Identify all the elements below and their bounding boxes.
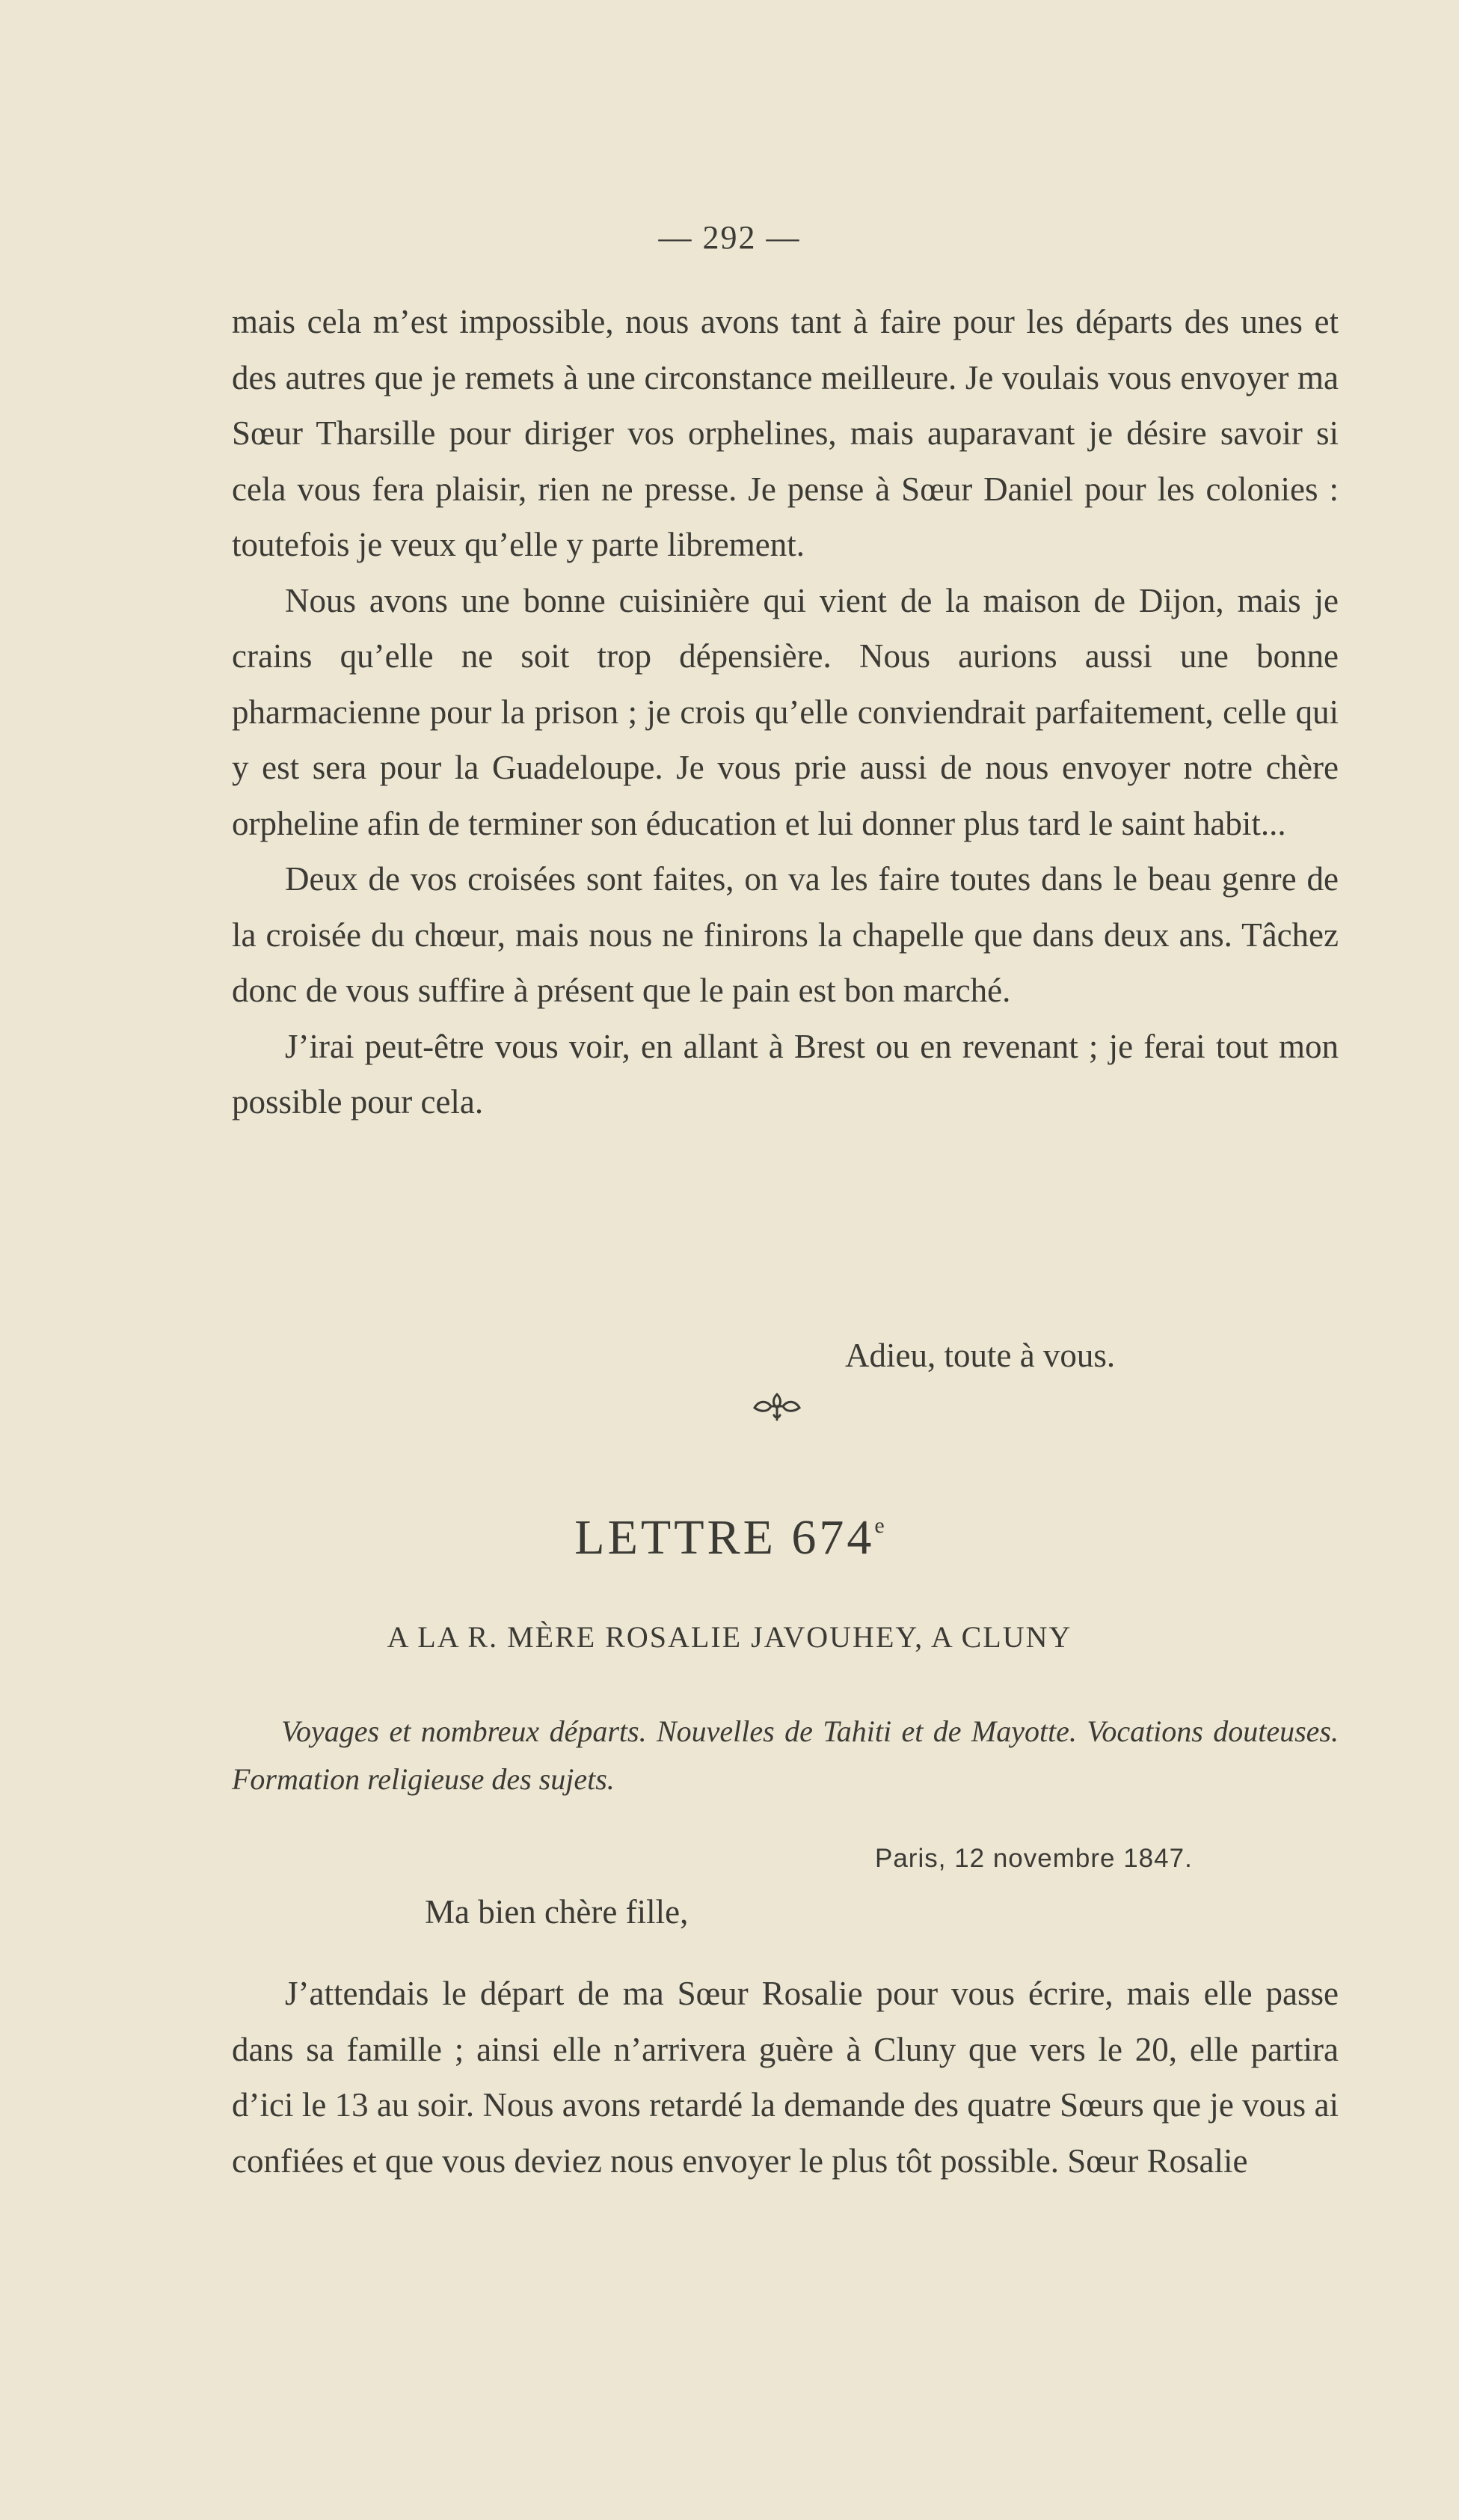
letter-signoff: Adieu, toute à vous. (845, 1337, 1116, 1374)
page-number: — 292 — (658, 219, 801, 256)
paragraph: Deux de vos croisées sont faites, on va les faire toutes dans le beau genre de la croisée du chœur, mais nous ne finirons la chapelle que dans deux ans. Tâchez donc de vous suffire à présent que le pain est bon marché. (232, 860, 1339, 1009)
paragraph: Nous avons une bonne cuisinière qui vient de la maison de Dijon, mais je crains qu’elle ne soit trop dépensière. Nous aurions aussi une bonne pharmacienne pour la prison ; je crois qu’elle conviendrait parfaitement, celle qui y est sera pour la Guadeloupe. Je vous prie aussi de nous envoyer notre chère orpheline afin de terminer son éducation et lui donner plus tard le saint habit... (232, 581, 1339, 842)
letter-dateline: Paris, 12 novembre 1847. (875, 1844, 1193, 1873)
letter-summary: Voyages et nombreux départs. Nouvelles de Tahiti et de Mayotte. Vocations douteuses. Formation religieuse des sujets. (232, 1714, 1339, 1796)
paragraph: J’attendais le départ de ma Sœur Rosalie pour vous écrire, mais elle passe dans sa famille ; ainsi elle n’arrivera guère à Cluny que vers le 20, elle partira d’ici le 13 au soir. Nous avons retardé la demande des quatre Sœurs que je vous ai confiées et que vous deviez nous envoyer le plus tôt possible. Sœur Rosalie (232, 1975, 1339, 2180)
letter-title-text: LETTRE 674 (574, 1510, 875, 1565)
fleuron-ornament-icon (752, 1390, 802, 1423)
paragraph: mais cela m’est impossible, nous avons tant à faire pour les départs des unes et des autres que je remets à une circonstance meilleure. Je voulais vous envoyer ma Sœur Tharsille pour diriger vos orphelines, mais auparavant je désire savoir si cela vous fera plaisir, rien ne presse. Je pense à Sœur Daniel pour les colonies : toutefois je veux qu’elle y parte librement. (232, 303, 1339, 563)
letter-title (0, 1509, 1459, 1566)
letter-salutation: Ma bien chère fille, (425, 1893, 689, 1931)
letter-body (232, 1966, 1339, 2189)
letter-recipient: A LA R. MÈRE ROSALIE JAVOUHEY, A CLUNY (387, 1620, 1072, 1654)
continued-letter-text (232, 294, 1339, 1130)
letter-title-superscript: e (874, 1513, 885, 1538)
paragraph: J’irai peut-être vous voir, en allant à Brest ou en revenant ; je ferai tout mon possible pour cela. (232, 1027, 1339, 1120)
